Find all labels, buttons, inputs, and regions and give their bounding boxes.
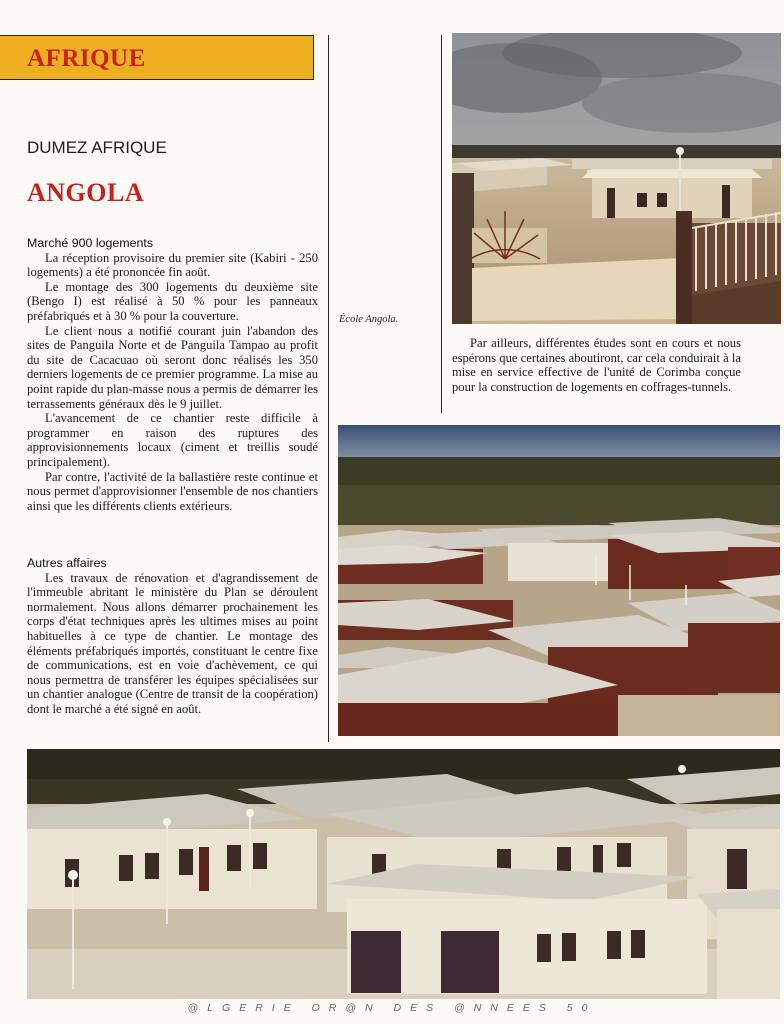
section-heading: Marché 900 logements	[27, 236, 154, 250]
housing-rows-photo	[338, 425, 780, 736]
school-photo	[452, 33, 781, 324]
paragraph: Par contre, l'activité de la ballastière reste continue et nous permet d'approvisionner l'ensemble de nos chantiers ainsi que les différents clients extérieurs.	[27, 469, 318, 513]
paragraph: Le montage des 300 logements du deuxième site (Bengo I) est réalisé à 50 % pour les panneaux préfabriqués et à 30 % pour la couverture.	[27, 279, 318, 323]
country-heading: ANGOLA	[27, 178, 145, 207]
paragraph: Les travaux de rénovation et d'agrandissement de l'immeuble abritant le ministère du Plan se déroulent normalement. Nous allons démarrer prochainement les corps d'état techniques après les ultimes mises au point habituelles à ce type de chantier. Le montage des éléments préfabriqués importés, constituant le centre fixe de communications, est en voie d'achèvement, ce qui nous permettra de transférer les équipes spécialisées sur un chantier analogue (Centre de transit de la coopération) dont le marché a été signé en août.	[27, 570, 318, 716]
article-section-housing	[27, 236, 318, 513]
section-title: AFRIQUE	[27, 45, 146, 72]
paragraph: Le client nous a notifié courant juin l'abandon des sites de Panguila Norte et de Panguila Tampao au profit du site de Cacacuao où seront donc réalisés les 350 derniers logements de ce premier programme. La mise au point rapide du plan-masse nous a permis de démarrer les terrassements généraux dès le 9 juillet.	[27, 323, 318, 411]
company-name: DUMEZ AFRIQUE	[27, 138, 167, 157]
column-rule	[441, 35, 442, 413]
paragraph: L'avancement de ce chantier reste difficile à programmer en raison des ruptures des approvisionnements locaux (ciment et treillis soudé principalement).	[27, 411, 318, 469]
section-heading: Autres affaires	[27, 556, 107, 570]
column-rule	[328, 35, 329, 742]
article-section-other	[27, 556, 318, 717]
paragraph: Par ailleurs, différentes études sont en cours et nous espérons que certaines aboutiront, car cela conduirait à la mise en service effective de l'unité de Corimba conçue pour la construction de logements en coffrages-tunnels.	[452, 336, 741, 394]
photo-caption: École Angola.	[339, 314, 399, 325]
article-right-column	[452, 336, 741, 394]
paragraph: La réception provisoire du premier site (Kabiri - 250 logements) a été prononcée fin août.	[27, 250, 318, 280]
footer-watermark: @LGERIE OR@N DES @NNEES 50	[187, 1002, 597, 1014]
housing-estate-photo	[27, 749, 780, 999]
